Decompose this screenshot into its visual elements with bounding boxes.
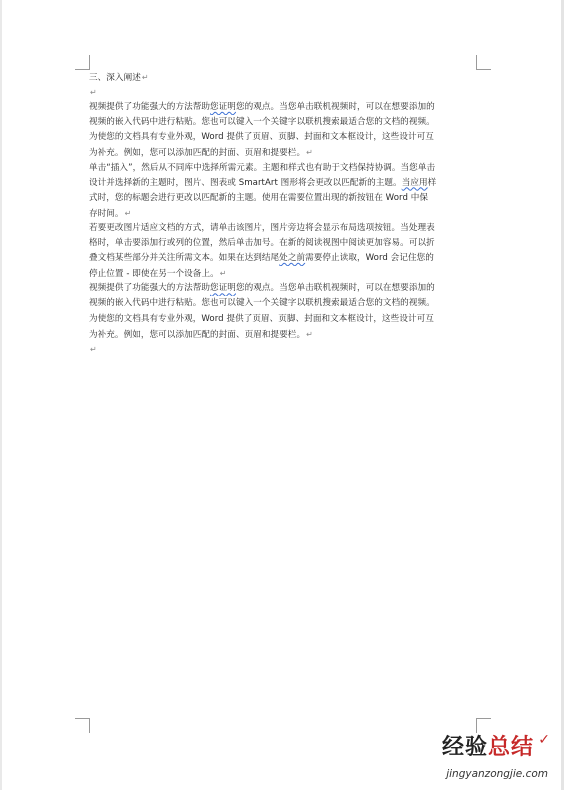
paragraph-3[interactable]: 若要更改图片适应文档的方式，请单击该图片，图片旁边将会显示布局选项按钮。当处理表 格时，单击要添加行或列的位置，然后单击加号。在新的阅读视图中阅读更加容易。可以折 叠文档某些部分并关注所需文本。如果在达到结尾处之前需要停止读取，Word 会记住您的 停止位置 - 即使在另一个设备上。↵	[89, 222, 435, 280]
empty-paragraph[interactable]	[89, 342, 479, 357]
paragraph-2[interactable]: 单击“插入”，然后从不同库中选择所需元素。主题和样式也有助于文档保持协调。当您单击 设计并选择新的主题时，图片、图表或 SmartArt 图形将会更改以匹配新的主题。当应用样 式时，您的标题会进行更改以匹配新的主题。使用在需要位置出现的新按钮在 Word 中保 存时间。↵	[89, 162, 437, 219]
paragraph-mark-icon: ↵	[90, 88, 97, 98]
paragraph-mark-icon: ↵	[306, 329, 313, 339]
check-icon: ✓	[538, 732, 550, 748]
crop-mark-top-left	[75, 55, 90, 70]
paragraph-mark-icon: ↵	[90, 344, 97, 354]
site-watermark	[400, 730, 550, 780]
watermark-logo: 经验总结	[441, 734, 534, 760]
paragraph-4[interactable]: 视频提供了功能强大的方法帮助您证明您的观点。当您单击联机视频时，可以在想要添加的 视频的嵌入代码中进行粘贴。您也可以键入一个关键字以联机搜索最适合您的文档的视频。 为使您的文档具有专业外观，Word 提供了页眉、页脚、封面和文本框设计，这些设计可互 为补充。例如，您可以添加匹配的封面、页眉和提要栏。↵	[89, 283, 435, 340]
section-heading[interactable]	[89, 70, 479, 85]
heading-text: 三、深入阐述	[89, 73, 141, 83]
spellcheck-word: 当应用	[401, 177, 428, 188]
spellcheck-word: 处之前	[279, 253, 306, 264]
paragraph-mark-icon: ↵	[124, 208, 132, 218]
paragraph-mark-icon: ↵	[141, 73, 149, 82]
crop-mark-bottom-left	[75, 718, 90, 733]
spellcheck-word: 您证明	[210, 283, 236, 294]
crop-mark-top-right	[476, 55, 491, 70]
paragraph-mark-icon: ↵	[306, 148, 313, 158]
watermark-url: jingyanzongjie.com	[446, 768, 548, 780]
paragraph-mark-icon: ↵	[219, 269, 227, 279]
empty-paragraph[interactable]	[89, 85, 479, 100]
document-body[interactable]	[89, 70, 479, 357]
paragraph-1[interactable]: 视频提供了功能强大的方法帮助您证明您的观点。当您单击联机视频时，可以在想要添加的 视频的嵌入代码中进行粘贴。您也可以键入一个关键字以联机搜索最适合您的文档的视频。 为使您的文档具有专业外观，Word 提供了页眉、页脚、封面和文本框设计，这些设计可互 为补充。例如，您可以添加匹配的封面、页眉和提要栏。↵	[89, 102, 435, 159]
spellcheck-word: 您证明	[210, 102, 236, 113]
page-left-edge	[0, 0, 2, 790]
